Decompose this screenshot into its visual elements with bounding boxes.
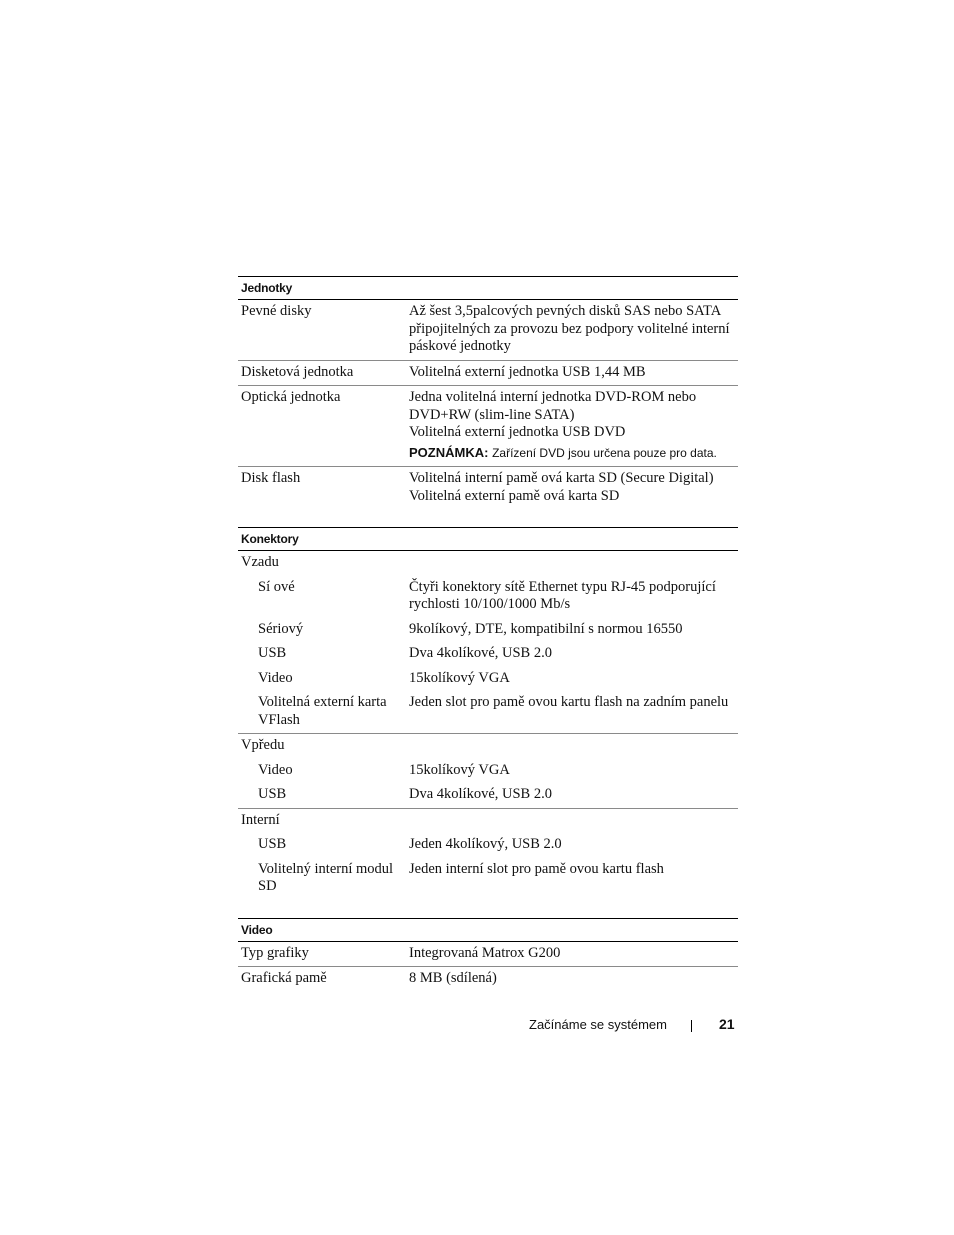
value-line: Integrovaná Matrox G200 (409, 944, 561, 961)
value-line: Jeden slot pro pamě ovou kartu flash na zadním panelu (409, 694, 729, 710)
section-spacer (238, 900, 738, 918)
value-line: Jedna volitelná interní jednotka DVD-ROM nebo (409, 389, 697, 405)
table-row-usb-internal (238, 833, 738, 858)
value-line: připojitelných za provozu bez podpory volitelné interní (409, 320, 730, 337)
table-row-sd-module (238, 858, 738, 900)
value-line: Volitelná externí jednotka USB DVD (409, 424, 626, 440)
section-spacer (238, 509, 738, 527)
table-row-vflash (238, 691, 738, 734)
value-line: rychlosti 10/100/1000 Mb/s (409, 596, 571, 612)
footer-chapter-title: Začínáme se systémem (529, 1017, 667, 1032)
row-value (406, 970, 738, 988)
row-value (406, 694, 738, 729)
row-value (406, 470, 738, 505)
row-label: USB (258, 786, 287, 802)
value-line: Jeden 4kolíkový, USB 2.0 (409, 836, 562, 852)
row-label: Video (258, 669, 293, 686)
value-line: Až šest 3,5palcových pevných disků SAS nebo SATA (409, 303, 722, 319)
row-label (238, 694, 406, 729)
row-value (406, 670, 738, 688)
row-label: USB (258, 836, 287, 852)
value-line: Jeden interní slot pro pamě ovou kartu flash (409, 860, 664, 877)
label-line: Volitelná externí karta (258, 694, 387, 710)
section-header-connectors: Konektory (238, 527, 738, 551)
note-label: POZNÁMKA: (409, 444, 489, 460)
table-row-network (238, 576, 738, 618)
row-value (406, 364, 738, 382)
row-value (406, 579, 738, 614)
row-value (406, 645, 738, 663)
group-label-back: Vzadu (241, 554, 279, 570)
value-line: Volitelná externí jednotka USB 1,44 MB (409, 363, 646, 380)
row-value (406, 836, 738, 854)
table-row-graphics-type (238, 942, 738, 968)
page-number: 21 (719, 1016, 735, 1032)
value-line: Dva 4kolíkové, USB 2.0 (409, 645, 552, 661)
table-row-flash-drive (238, 467, 738, 509)
table-row-optical-drive (238, 386, 738, 467)
row-label: Optická jednotka (241, 389, 341, 405)
value-line: páskové jednotky (409, 338, 511, 354)
row-label: Grafická pamě (241, 970, 327, 986)
spec-table (238, 276, 738, 992)
footer-separator (691, 1020, 692, 1032)
table-row-usb-back (238, 642, 738, 667)
row-value (406, 786, 738, 804)
row-label: Typ grafiky (241, 944, 309, 961)
row-label: USB (258, 645, 287, 661)
table-row-video-front (238, 759, 738, 784)
table-row-usb-front (238, 783, 738, 809)
note (409, 444, 738, 463)
table-row-hard-drives (238, 300, 738, 361)
section-header-video: Video (238, 918, 738, 942)
row-value (406, 945, 738, 963)
note-text: Zařízení DVD jsou určena pouze pro data. (492, 445, 717, 460)
value-line: 8 MB (sdílená) (409, 970, 497, 986)
table-row-video-back (238, 667, 738, 692)
label-line: VFlash (258, 711, 300, 728)
value-line: Volitelná interní pamě ová karta SD (Secure Digital) (409, 470, 714, 486)
value-line: Dva 4kolíkové, USB 2.0 (409, 786, 552, 802)
table-row-serial (238, 618, 738, 643)
table-row-diskette-drive (238, 361, 738, 387)
value-line: 15kolíkový VGA (409, 669, 510, 686)
page-footer (0, 1015, 954, 1035)
value-line: 9kolíkový, DTE, kompatibilní s normou 16550 (409, 620, 683, 637)
row-label: Sí ové (258, 578, 295, 595)
label-line: SD (258, 878, 277, 894)
group-label-front: Vpředu (241, 737, 285, 753)
row-value (406, 621, 738, 639)
row-label: Video (258, 761, 293, 778)
row-value (406, 861, 738, 896)
group-label-internal: Interní (241, 811, 280, 828)
row-value (406, 303, 738, 356)
row-value (406, 762, 738, 780)
row-value (406, 389, 738, 462)
row-label (238, 861, 406, 896)
table-row-graphics-memory (238, 967, 738, 992)
row-label: Disk flash (241, 470, 301, 486)
row-label: Sériový (258, 620, 304, 637)
value-line: Čtyři konektory sítě Ethernet typu RJ-45 podporující (409, 578, 716, 595)
label-line: Volitelný interní modul (258, 860, 394, 877)
section-header-drives: Jednotky (238, 276, 738, 300)
value-line: DVD+RW (slim-line SATA) (409, 406, 575, 423)
row-label: Pevné disky (241, 303, 312, 319)
row-label: Disketová jednotka (241, 363, 354, 380)
value-line: Volitelná externí pamě ová karta SD (409, 487, 620, 504)
value-line: 15kolíkový VGA (409, 761, 510, 778)
